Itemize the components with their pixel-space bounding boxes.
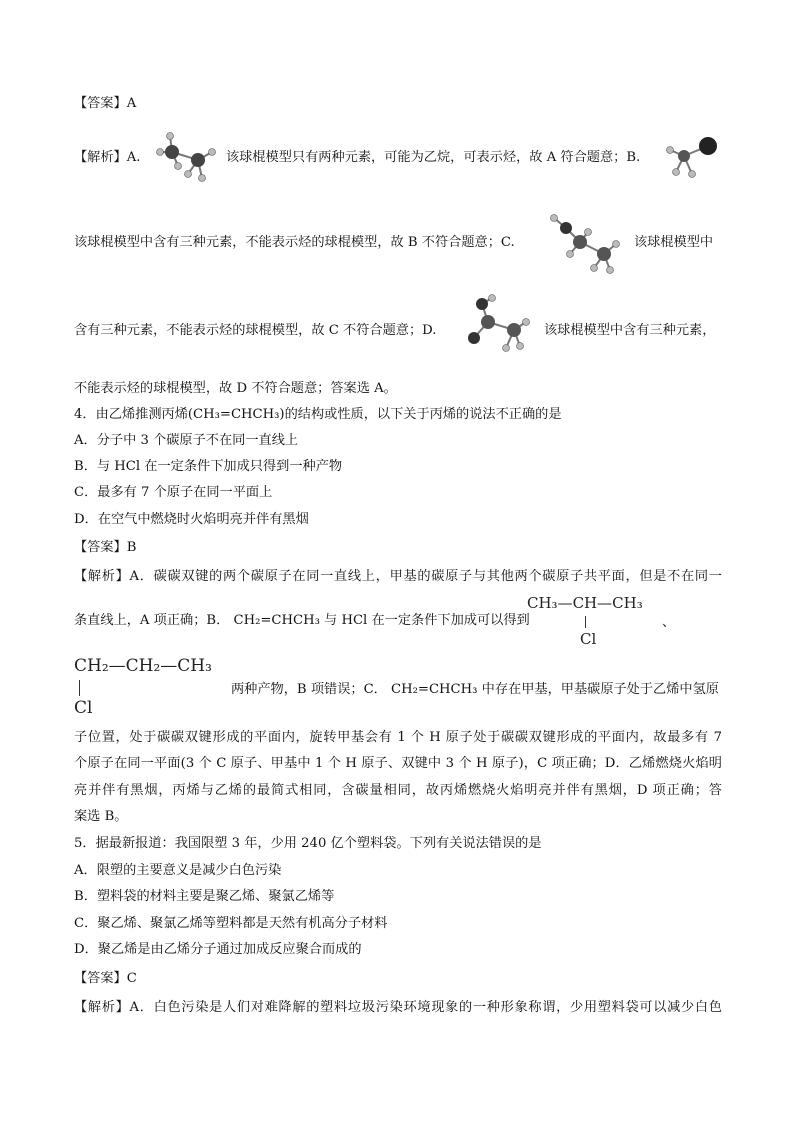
q4-exp-line-4: 子位置，处于碳碳双键形成的平面内，旋转甲基会有 1 个 H 原子处于碳碳双键形成的平面内，故最多有 7 xyxy=(74,730,722,745)
formula-2-chloropropane-chain: CH₃—CH—CH₃ xyxy=(527,594,643,612)
q4-exp-separator: 、 xyxy=(662,615,676,630)
q4-option-d: D．在空气中燃烧时火焰明亮并伴有黑烟 xyxy=(74,512,309,527)
formula-2-chloropropane-cl: Cl xyxy=(580,630,597,648)
q3-exp-b-text: 该球棍模型中含有三种元素，不能表示烃的球棍模型，故 B 不符合题意；C. xyxy=(74,235,515,250)
formula-1-chloropropane-cl: Cl xyxy=(74,698,93,718)
formula-2-chloropropane xyxy=(527,594,657,654)
formula-bond-line xyxy=(79,680,80,696)
formula-bond-line xyxy=(585,616,586,628)
q4-answer: 【答案】B xyxy=(74,540,137,555)
q5-option-d: D．聚乙烯是由乙烯分子通过加成反应聚合而成的 xyxy=(74,942,362,957)
q4-stem: 4．由乙烯推测丙烯(CH₃=CHCH₃)的结构或性质，以下关于丙烯的说法不正确的是 xyxy=(74,407,562,422)
q4-exp-line-5: 个原子在同一平面(3 个 C 原子、甲基中 1 个 H 原子、双键中 3 个 H 原子)，C 项正确；D．乙烯燃烧火焰明 xyxy=(74,756,722,771)
ethane-ball-stick-model xyxy=(152,126,224,188)
q4-option-b: B．与 HCl 在一定条件下加成只得到一种产物 xyxy=(74,459,343,474)
q3-exp-a-label: 【解析】A. xyxy=(74,150,141,165)
q5-option-a: A．限塑的主要意义是减少白色污染 xyxy=(74,863,282,878)
q3-answer: 【答案】A xyxy=(74,96,137,111)
q4-exp-line-1: 【解析】A．碳碳双键的两个碳原子在同一直线上，甲基的碳原子与其他两个碳原子共平面，但是不在同一 xyxy=(74,569,722,584)
q5-exp-line-1: 【解析】A．白色污染是人们对难降解的塑料垃圾污染环境现象的一种形象称谓，少用塑料袋可以减少白色 xyxy=(74,1000,722,1015)
q5-option-b: B．塑料袋的材料主要是聚乙烯、聚氯乙烯等 xyxy=(74,889,335,904)
formula-1-chloropropane xyxy=(74,656,234,722)
q4-option-c: C．最多有 7 个原子在同一平面上 xyxy=(74,485,273,500)
q5-option-c: C．聚乙烯、聚氯乙烯等塑料都是天然有机高分子材料 xyxy=(74,916,388,931)
q5-stem: 5．据最新报道：我国限塑 3 年，少用 240 亿个塑料袋。下列有关说法错误的是 xyxy=(74,836,542,851)
formula-1-chloropropane-chain: CH₂—CH₂—CH₃ xyxy=(74,656,212,676)
q4-exp-line-7: 案选 B。 xyxy=(74,809,128,824)
q5-answer: 【答案】C xyxy=(74,971,137,986)
chloromethane-ball-stick-model xyxy=(662,130,724,184)
q4-exp-line-3: 两种产物，B 项错误；C． CH₂=CHCH₃ 中存在甲基，甲基碳原子处于乙烯中氢原 xyxy=(231,682,719,697)
q3-exp-conclusion: 不能表示烃的球棍模型，故 D 不符合题意；答案选 A。 xyxy=(74,381,397,396)
q4-exp-line-6: 亮并伴有黑烟，丙烯与乙烯的最简式相同，含碳量相同，故丙烯燃烧火焰明亮并伴有黑烟，D 项正确；答 xyxy=(74,783,722,798)
q4-option-a: A．分子中 3 个碳原子不在同一直线上 xyxy=(74,433,299,448)
ethanol-ball-stick-model xyxy=(540,204,624,280)
q4-exp-line-2: 条直线上，A 项正确；B． CH₂=CHCH₃ 与 HCl 在一定条件下加成可以得到 xyxy=(74,613,530,628)
q3-exp-d-text: 该球棍模型中含有三种元素， xyxy=(544,323,716,338)
q3-exp-c-text: 含有三种元素，不能表示烃的球棍模型，故 C 不符合题意；D. xyxy=(74,323,437,338)
q3-exp-a-text: 该球棍模型只有两种元素，可能为乙烷，可表示烃，故 A 符合题意；B. xyxy=(226,150,641,165)
acetic-acid-ball-stick-model xyxy=(462,292,538,358)
q3-exp-c-tail: 该球棍模型中 xyxy=(634,235,714,250)
